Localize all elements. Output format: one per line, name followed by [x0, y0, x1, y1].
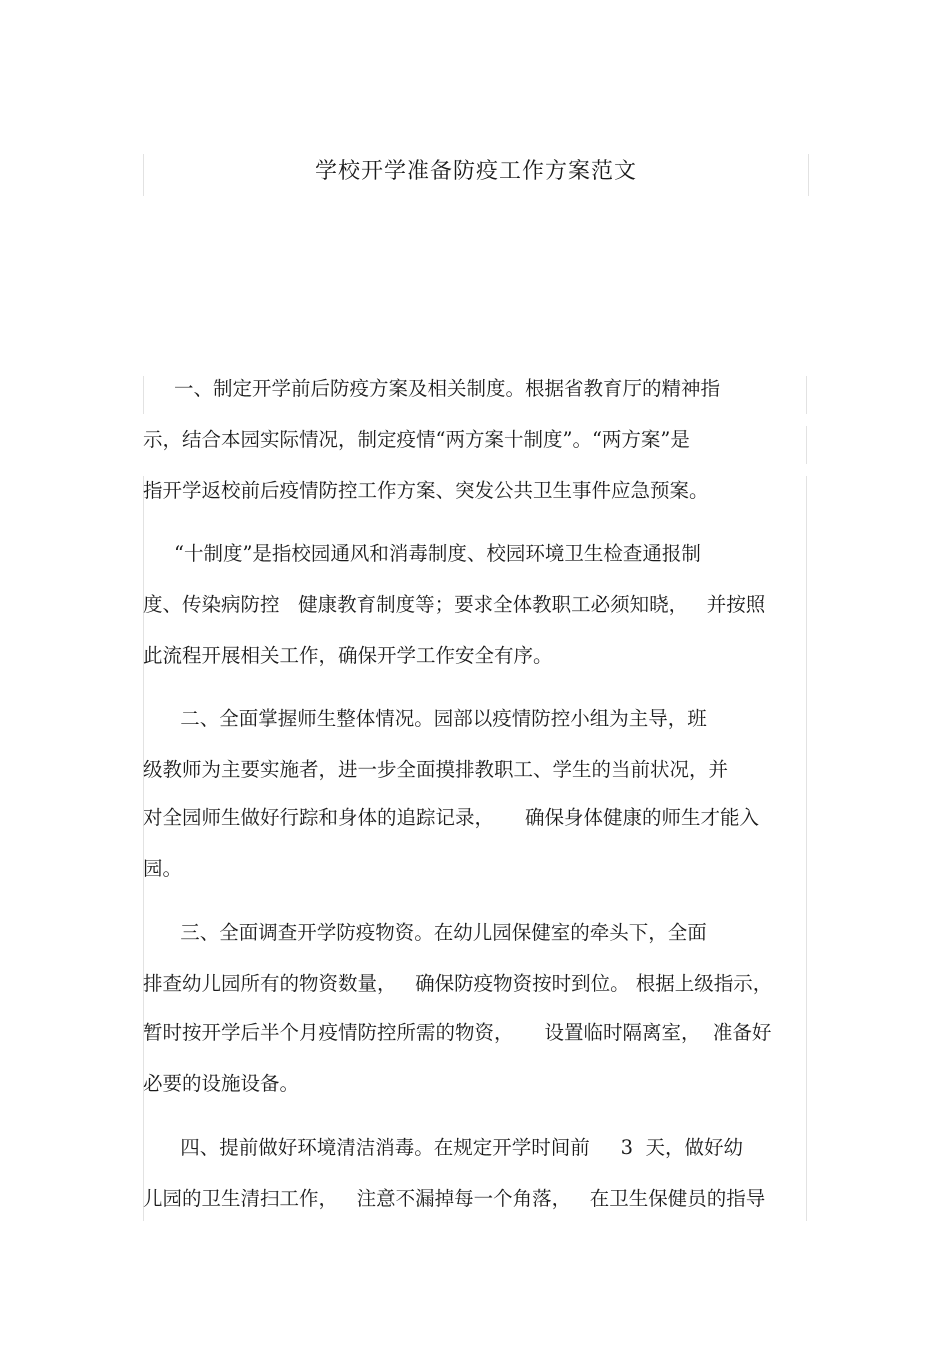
body-line: 度、传染病防控 健康教育制度等；要求全体教职工必须知晓， 并按照 [143, 593, 766, 616]
body-line: “十制度”是指校园通风和消毒制度、校园环境卫生检查通报制 [143, 542, 701, 565]
body-line: 排查幼儿园所有的物资数量， 确保防疫物资按时到位。 根据上级指示， [143, 972, 773, 995]
body-line: 儿园的卫生清扫工作， 注意不漏掉每一个角落， 在卫生保健员的指导 [143, 1187, 766, 1210]
body-line: 此流程开展相关工作，确保开学工作安全有序。 [143, 644, 553, 667]
document-title: 学校开学准备防疫工作方案范文 [143, 154, 809, 196]
body-line: 暂时按开学后半个月疫情防控所需的物资， 设置临时隔离室， 准备好 [143, 1021, 772, 1044]
right-margin-rule [806, 426, 807, 464]
body-line: 三、全面调查开学防疫物资。在幼儿园保健室的牵头下，全面 [143, 921, 707, 944]
body-line: 二、全面掌握师生整体情况。园部以疫情防控小组为主导，班 [143, 707, 707, 730]
body-line: 一、制定开学前后防疫方案及相关制度。根据省教育厅的精神指 [143, 377, 720, 400]
body-line: 园。 [143, 857, 183, 880]
body-line: 示，结合本园实际情况，制定疫情“两方案十制度”。“两方案”是 [143, 428, 690, 451]
body-line: 必要的设施设备。 [143, 1072, 300, 1095]
right-margin-rule [806, 476, 807, 1221]
right-margin-rule [806, 376, 807, 414]
body-line: 对全园师生做好行踪和身体的追踪记录， 确保身体健康的师生才能入 [143, 806, 759, 829]
body-line: 级教师为主要实施者，进一步全面摸排教职工、学生的当前状况，并 [143, 758, 729, 781]
body-line: 指开学返校前后疫情防控工作方案、突发公共卫生事件应急预案。 [143, 479, 709, 502]
body-line: 四、提前做好环境清洁消毒。在规定开学时间前 3 天，做好幼 [143, 1136, 743, 1159]
left-margin-rule [143, 476, 144, 1221]
